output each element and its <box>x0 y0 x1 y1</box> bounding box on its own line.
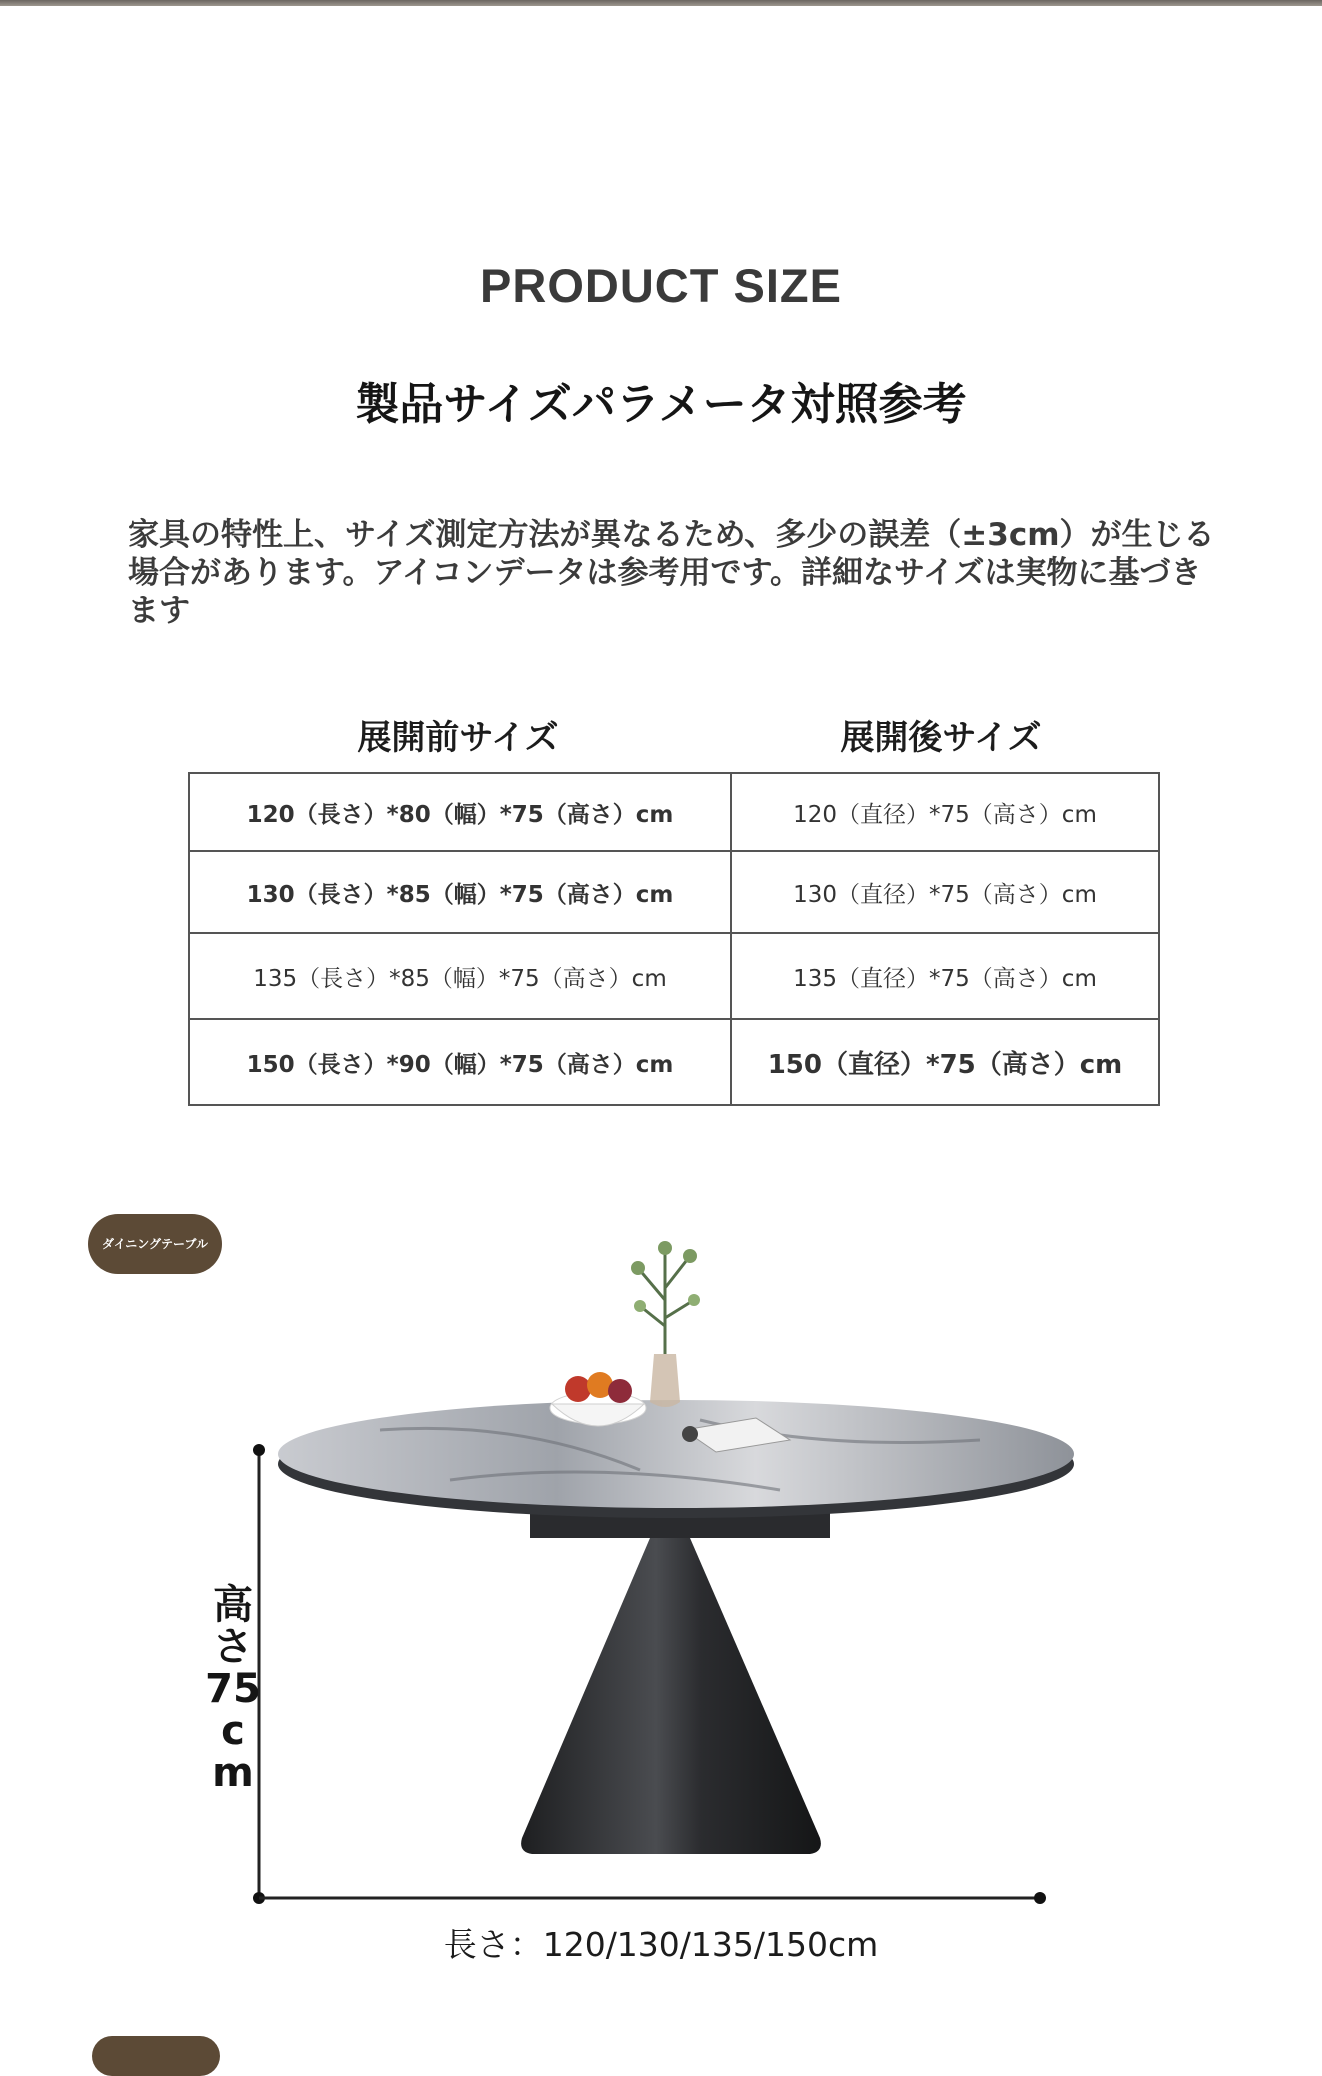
after-size-cell: 150（直径）*75（高さ）cm <box>731 1019 1159 1105</box>
size-table <box>188 772 1160 1106</box>
before-size-header: 展開前サイズ <box>357 718 559 758</box>
after-size-header: 展開後サイズ <box>840 718 1042 758</box>
after-size-cell: 130（直径）*75（高さ）cm <box>731 851 1159 933</box>
measurement-note: 家具の特性上、サイズ測定方法が異なるため、多少の誤差（±3cm）が生じる場合があります。アイコンデータは参考用です。詳細なサイズは実物に基づきます <box>128 517 1215 629</box>
table-row <box>189 933 1159 1019</box>
before-size-cell: 135（長さ）*85（幅）*75（高さ）cm <box>189 933 731 1019</box>
table-row <box>189 851 1159 933</box>
before-size-cell: 120（長さ）*80（幅）*75（高さ）cm <box>189 773 731 851</box>
page-title: 製品サイズパラメータ対照参考 <box>355 379 967 430</box>
next-section-badge <box>92 2036 220 2076</box>
table-row <box>189 1019 1159 1105</box>
after-size-cell: 120（直径）*75（高さ）cm <box>731 773 1159 851</box>
table-top <box>278 1400 1074 1508</box>
length-label: 長さ：120/130/135/150cm <box>443 1925 879 1964</box>
table-base <box>521 1538 821 1854</box>
section-eyebrow: PRODUCT SIZE <box>480 259 842 312</box>
before-size-cell: 130（長さ）*85（幅）*75（高さ）cm <box>189 851 731 933</box>
top-photo-edge <box>0 0 1322 6</box>
table-row <box>189 773 1159 851</box>
product-tag-badge: ダイニングテーブル <box>88 1214 222 1274</box>
dining-table-illustration <box>0 1220 1322 1940</box>
after-size-cell: 135（直径）*75（高さ）cm <box>731 933 1159 1019</box>
height-label: 高さ75cm <box>205 1582 261 1796</box>
before-size-cell: 150（長さ）*90（幅）*75（高さ）cm <box>189 1019 731 1105</box>
